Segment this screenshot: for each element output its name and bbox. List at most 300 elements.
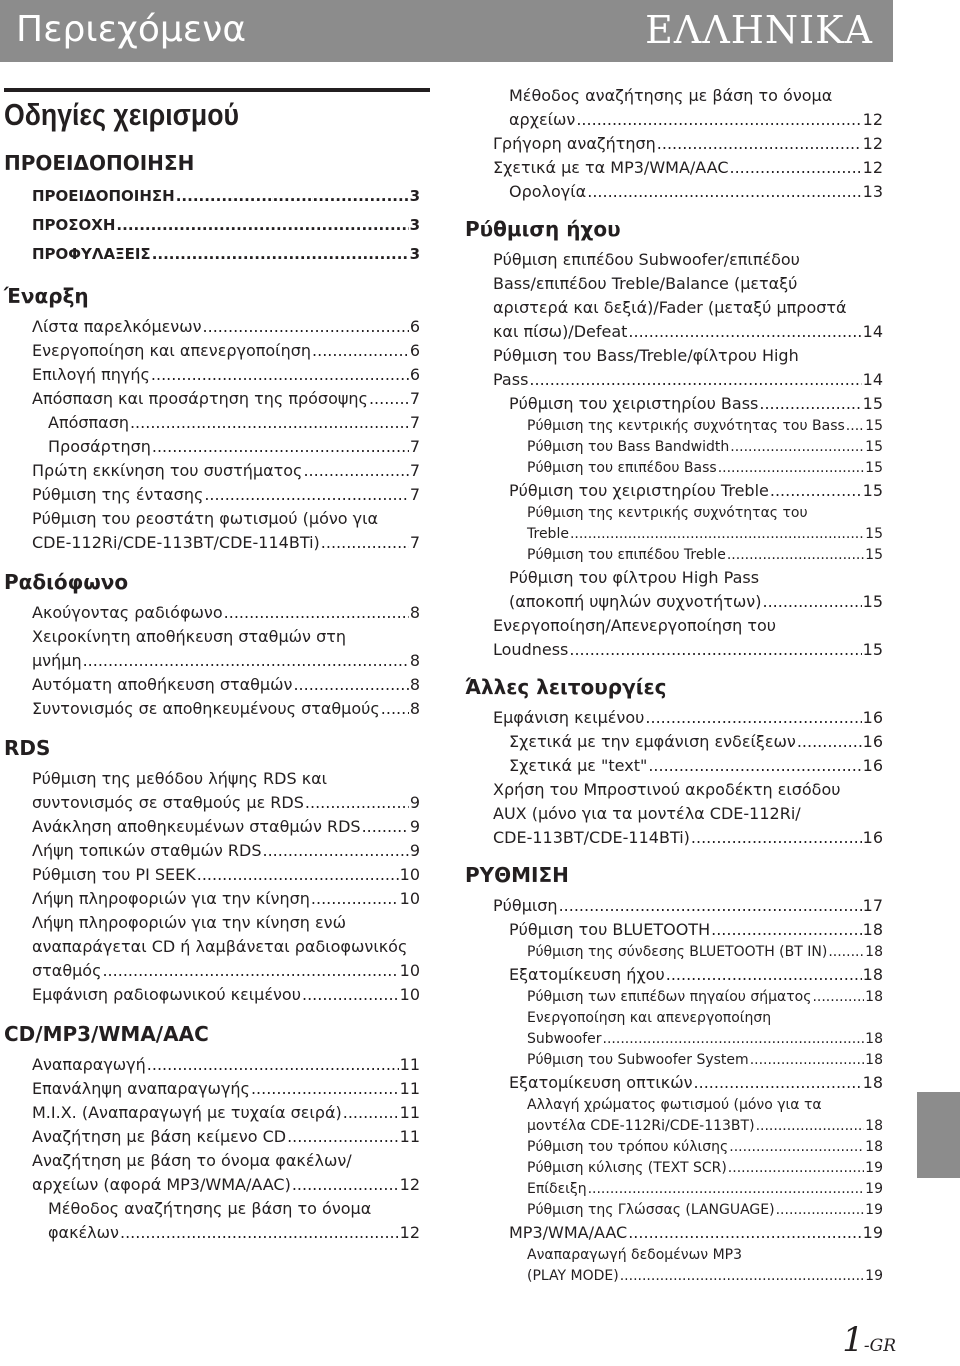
entry-text: αρχείων: [509, 110, 576, 129]
dot-leader: [812, 987, 864, 1008]
dot-leader: [263, 839, 409, 863]
toc-entry[interactable]: [4, 1149, 420, 1197]
toc-section: [465, 672, 883, 850]
entry-page: 15: [862, 394, 883, 413]
toc-entry[interactable]: [465, 614, 883, 662]
section-title: ΡΥΘΜΙΣΗ: [465, 863, 569, 887]
entry-text: Εμφάνιση κειμένου: [493, 708, 645, 727]
entry-page: 6: [409, 317, 420, 336]
entry-text: Λήψη τοπικών σταθμών RDS: [32, 841, 262, 860]
dot-leader: [620, 1266, 864, 1287]
main-heading: Οδηγίες χειρισμού: [4, 97, 240, 132]
dot-leader: [762, 590, 861, 614]
toc-entry[interactable]: [465, 458, 883, 479]
entry-page: 9: [409, 793, 420, 812]
entry-text: AUX (μόνο για τα μοντέλα CDE-112Ri/: [493, 804, 801, 823]
entry-text: Ρύθμιση του χειριστηρίου Bass: [509, 394, 759, 413]
dot-leader: [797, 730, 862, 754]
entry-page: 16: [862, 708, 883, 727]
dot-leader: [83, 649, 409, 673]
dot-leader: [152, 240, 409, 269]
entry-page: 12: [862, 110, 883, 129]
dot-leader: [102, 959, 398, 983]
entry-text: Απόσπαση: [48, 413, 129, 432]
dot-leader: [292, 1173, 399, 1197]
entry-page: 16: [862, 756, 883, 775]
toc-entry[interactable]: [4, 815, 420, 839]
toc-entry[interactable]: [4, 411, 420, 435]
entry-page: 3: [409, 216, 420, 234]
side-tab: [917, 1092, 960, 1178]
entry-page: 18: [862, 920, 883, 939]
entry-page: 8: [409, 675, 420, 694]
dot-leader: [197, 863, 399, 887]
entry-text: Λήψη πληροφοριών για την κίνηση ενώ: [32, 913, 346, 932]
entry-text: Ρύθμιση της έντασης: [32, 485, 204, 504]
entry-text: αριστερά και δεξιά)/Fader (μεταξύ μπροστά: [493, 298, 847, 317]
dot-leader: [343, 1101, 399, 1125]
toc-section: [4, 567, 420, 721]
entry-text: Συντονισμός σε αποθηκευμένους σταθμούς: [32, 699, 380, 718]
entry-page: 15: [865, 547, 883, 563]
entry-page: 15: [865, 526, 883, 542]
dot-leader: [203, 315, 409, 339]
dot-leader: [369, 387, 409, 411]
entry-text: Αυτόματη αποθήκευση σταθμών: [32, 675, 293, 694]
entry-page: 18: [862, 965, 883, 984]
toc-section: [4, 148, 420, 269]
entry-page: 12: [862, 158, 883, 177]
entry-text: CDE-113BT/CDE-114BTi): [493, 828, 690, 847]
entry-page: 8: [409, 603, 420, 622]
toc-entry[interactable]: [465, 1050, 883, 1071]
entry-text: Ρύθμιση του BLUETOOTH: [509, 920, 711, 939]
toc-entry[interactable]: [465, 132, 883, 156]
dot-leader: [362, 815, 409, 839]
entry-text: Ρύθμιση του χειριστηρίου Treble: [509, 481, 769, 500]
dot-leader: [628, 1221, 861, 1245]
dot-leader: [770, 479, 862, 503]
dot-leader: [666, 963, 862, 987]
toc-entry[interactable]: [465, 730, 883, 754]
toc-entry[interactable]: [465, 392, 883, 416]
entry-text: Ενεργοποίηση και απενεργοποίηση: [527, 1010, 772, 1026]
dot-leader: [116, 211, 408, 240]
entry-page: 17: [862, 896, 883, 915]
toc-entry[interactable]: [4, 983, 420, 1007]
entry-text: Ρύθμιση επιπέδου Subwoofer/επιπέδου: [493, 250, 800, 269]
dot-leader: [691, 826, 862, 850]
entry-text: Ρύθμιση του τρόπου κύλισης: [527, 1139, 729, 1155]
dot-leader: [728, 1158, 864, 1179]
entry-page: 9: [409, 817, 420, 836]
section-title: CD/MP3/WMA/AAC: [4, 1022, 209, 1046]
dot-leader: [569, 638, 861, 662]
entry-text: Προσάρτηση: [48, 437, 151, 456]
entry-text: Ανάκληση αποθηκευμένων σταθμών RDS: [32, 817, 361, 836]
dot-leader: [729, 1137, 864, 1158]
entry-text: Treble: [527, 526, 569, 542]
entry-text: Ρύθμιση: [493, 896, 558, 915]
toc-entry[interactable]: [4, 483, 420, 507]
toc-section: [4, 281, 420, 555]
toc-entry[interactable]: [465, 706, 883, 730]
toc-entry[interactable]: [4, 363, 420, 387]
toc-entry[interactable]: [4, 459, 420, 483]
entry-text: Εξατομίκευση ήχου: [509, 965, 665, 984]
entry-page: 15: [865, 418, 883, 434]
dot-leader: [759, 392, 861, 416]
entry-text: και πίσω)/Defeat: [493, 322, 628, 341]
dot-leader: [718, 458, 864, 479]
dot-leader: [588, 1179, 865, 1200]
dot-leader: [645, 706, 861, 730]
entry-text: ΠΡΟΦΥΛΑΞΕΙΣ: [32, 245, 151, 263]
entry-text: Εμφάνιση ραδιοφωνικού κειμένου: [32, 985, 301, 1004]
entry-text: Λήψη πληροφοριών για την κίνηση: [32, 889, 310, 908]
entry-page: 15: [865, 439, 883, 455]
entry-text: (PLAY MODE): [527, 1268, 619, 1284]
entry-text: Subwoofer: [527, 1031, 602, 1047]
entry-text: Ρύθμιση του Bass Bandwidth: [527, 439, 730, 455]
entry-page: 13: [862, 182, 883, 201]
header-bar: [0, 0, 893, 62]
entry-page: 7: [409, 461, 420, 480]
entry-text: Ρύθμιση του επιπέδου Bass: [527, 460, 717, 476]
entry-text: μνήμη: [32, 651, 82, 670]
dot-leader: [147, 1053, 399, 1077]
toc-entry[interactable]: [465, 1179, 883, 1200]
entry-page: 18: [865, 944, 883, 960]
toc-entry[interactable]: [465, 1137, 883, 1158]
entry-text: Ρύθμιση του Subwoofer System: [527, 1052, 749, 1068]
entry-text: CDE-112Ri/CDE-113BT/CDE-114BTi): [32, 533, 320, 552]
toc-entry[interactable]: [4, 887, 420, 911]
entry-text: Αναπαραγωγή δεδομένων MP3: [527, 1247, 742, 1263]
entry-page: 15: [865, 460, 883, 476]
entry-text: Ρύθμιση των επιπέδων πηγαίου σήματος: [527, 989, 812, 1005]
entry-page: 18: [865, 1118, 883, 1134]
entry-text: Ρύθμιση του επιπέδου Treble: [527, 547, 726, 563]
entry-page: 3: [409, 187, 420, 205]
entry-page: 18: [865, 1052, 883, 1068]
entry-text: Ρύθμιση κύλισης (TEXT SCR): [527, 1160, 727, 1176]
toc-entry[interactable]: [4, 911, 420, 983]
entry-text: Σχετικά με τα MP3/WMA/AAC: [493, 158, 729, 177]
dot-leader: [302, 983, 399, 1007]
toc-entry[interactable]: [465, 84, 883, 132]
dot-leader: [204, 483, 408, 507]
toc-entry[interactable]: [4, 1197, 420, 1245]
toc-section: [465, 84, 883, 204]
entry-text: (αποκοπή υψηλών συχνοτήτων): [509, 592, 762, 611]
entry-text: Ρύθμιση της μεθόδου λήψης RDS και: [32, 769, 328, 788]
entry-text: Επιλογή πηγής: [32, 365, 150, 384]
dot-leader: [311, 887, 399, 911]
entry-text: Αναζήτηση με βάση κείμενο CD: [32, 1127, 287, 1146]
dot-leader: [293, 673, 408, 697]
entry-page: 7: [409, 485, 420, 504]
toc-right-column: [465, 84, 883, 1287]
dot-leader: [130, 411, 409, 435]
entry-text: σταθμός: [32, 961, 102, 980]
entry-page: 11: [399, 1127, 420, 1146]
toc-entry[interactable]: [465, 503, 883, 545]
toc-entry[interactable]: [465, 1095, 883, 1137]
entry-text: Χειροκίνητη αποθήκευση σταθμών στη: [32, 627, 346, 646]
toc-entry[interactable]: [465, 479, 883, 503]
dot-leader: [648, 754, 861, 778]
entry-text: MP3/WMA/AAC: [509, 1223, 628, 1242]
entry-page: 10: [399, 961, 420, 980]
dot-leader: [312, 339, 409, 363]
dot-leader: [846, 416, 864, 437]
dot-leader: [305, 791, 409, 815]
entry-page: 8: [409, 651, 420, 670]
toc-entry[interactable]: [465, 894, 883, 918]
entry-page: 15: [862, 592, 883, 611]
toc-entry[interactable]: [4, 240, 420, 269]
entry-text: Ρύθμιση της Γλώσσας (LANGUAGE): [527, 1202, 775, 1218]
toc-entry[interactable]: [4, 863, 420, 887]
toc-entry[interactable]: [4, 507, 420, 555]
entry-text: Λίστα παρελκόμενων: [32, 317, 202, 336]
entry-page: 12: [862, 134, 883, 153]
entry-text: Εξατομίκευση οπτικών: [509, 1073, 693, 1092]
entry-page: 15: [862, 640, 883, 659]
dot-leader: [251, 1077, 399, 1101]
entry-page: 19: [865, 1181, 883, 1197]
toc-entry[interactable]: [465, 963, 883, 987]
page-title: Περιεχόμενα: [16, 9, 247, 50]
dot-leader: [224, 601, 409, 625]
dot-leader: [730, 156, 862, 180]
toc-entry[interactable]: [465, 778, 883, 850]
dot-leader: [587, 180, 861, 204]
dot-leader: [576, 108, 861, 132]
entry-page: 11: [399, 1103, 420, 1122]
entry-page: 10: [399, 865, 420, 884]
entry-text: Αλλαγή χρώματος φωτισμού (μόνο για τα: [527, 1097, 822, 1113]
toc-entry[interactable]: [465, 1221, 883, 1245]
entry-text: Πρώτη εκκίνηση του συστήματος: [32, 461, 303, 480]
entry-text: Ρύθμιση του Bass/Treble/φίλτρου High: [493, 346, 799, 365]
section-title: ΠΡΟΕΙΔΟΠΟΙΗΣΗ: [4, 151, 195, 175]
entry-page: 18: [862, 1073, 883, 1092]
entry-page: 6: [409, 365, 420, 384]
entry-text: Σχετικά με "text": [509, 756, 648, 775]
entry-page: 9: [409, 841, 420, 860]
toc-entry[interactable]: [465, 248, 883, 344]
entry-page: 16: [862, 732, 883, 751]
entry-text: αρχείων (αφορά MP3/WMA/AAC): [32, 1175, 291, 1194]
toc-section: [465, 214, 883, 662]
entry-text: Ρύθμιση της κεντρικής συχνότητας του Bass: [527, 418, 845, 434]
entry-text: Αναπαραγωγή: [32, 1055, 146, 1074]
entry-page: 7: [409, 389, 420, 408]
section-title: RDS: [4, 736, 51, 760]
entry-page: 8: [409, 699, 420, 718]
entry-text: Ορολογία: [509, 182, 587, 201]
entry-text: Επανάληψη αναπαραγωγής: [32, 1079, 250, 1098]
entry-text: Ενεργοποίηση και απενεργοποίηση: [32, 341, 312, 360]
dot-leader: [750, 1050, 864, 1071]
entry-page: 6: [409, 341, 420, 360]
entry-page: 10: [399, 889, 420, 908]
section-title: Άλλες λειτουργίες: [465, 675, 667, 699]
section-title: Ραδιόφωνο: [4, 570, 129, 594]
page-number-suffix: -GR: [863, 1336, 896, 1356]
toc-entry[interactable]: [465, 416, 883, 437]
dot-leader: [529, 368, 861, 392]
dot-leader: [711, 918, 862, 942]
toc-section: [465, 860, 883, 1287]
toc-entry[interactable]: [465, 1008, 883, 1050]
toc-entry[interactable]: [465, 1158, 883, 1179]
entry-text: ΠΡΟΣΟΧΗ: [32, 216, 116, 234]
entry-text: Ενεργοποίηση/Απενεργοποίηση του: [493, 616, 777, 635]
heading-rule: [4, 88, 430, 92]
entry-page: 10: [399, 985, 420, 1004]
entry-page: 16: [862, 828, 883, 847]
dot-leader: [727, 545, 864, 566]
toc-entry[interactable]: [4, 1125, 420, 1149]
dot-leader: [730, 437, 864, 458]
toc-entry[interactable]: [4, 182, 420, 211]
toc-left-column: [4, 148, 420, 1245]
entry-text: συντονισμός σε σταθμούς με RDS: [32, 793, 304, 812]
dot-leader: [603, 1029, 865, 1050]
entry-page: 19: [865, 1268, 883, 1284]
toc-entry[interactable]: [465, 942, 883, 963]
dot-leader: [381, 697, 409, 721]
entry-text: Σχετικά με την εμφάνιση ενδείξεων: [509, 732, 796, 751]
dot-leader: [628, 320, 861, 344]
dot-leader: [120, 1221, 399, 1245]
toc-entry[interactable]: [4, 435, 420, 459]
entry-text: μοντέλα CDE-112Ri/CDE-113BT): [527, 1118, 755, 1134]
toc-entry[interactable]: [465, 344, 883, 392]
entry-page: 3: [409, 245, 420, 263]
toc-entry[interactable]: [465, 156, 883, 180]
entry-text: Αναζήτηση με βάση το όνομα φακέλων/: [32, 1151, 352, 1170]
dot-leader: [828, 942, 864, 963]
dot-leader: [570, 524, 864, 545]
entry-text: Επίδειξη: [527, 1181, 587, 1197]
toc-entry[interactable]: [465, 1245, 883, 1287]
entry-page: 18: [865, 1139, 883, 1155]
entry-text: Ρύθμιση του ρεοστάτη φωτισμού (μόνο για: [32, 509, 379, 528]
entry-text: φακέλων: [48, 1223, 119, 1242]
entry-text: Μέθοδος αναζήτησης με βάση το όνομα: [48, 1199, 372, 1218]
entry-text: M.I.X. (Αναπαραγωγή με τυχαία σειρά): [32, 1103, 342, 1122]
toc-entry[interactable]: [4, 839, 420, 863]
toc-entry[interactable]: [4, 601, 420, 625]
entry-text: αναπαράγεται CD ή λαμβάνεται ραδιοφωνικός: [32, 937, 408, 956]
toc-entry[interactable]: [4, 1053, 420, 1077]
toc-entry[interactable]: [4, 315, 420, 339]
toc-entry[interactable]: [465, 987, 883, 1008]
dot-leader: [756, 1116, 865, 1137]
toc-entry[interactable]: [465, 180, 883, 204]
dot-leader: [776, 1200, 865, 1221]
entry-page: 7: [409, 533, 420, 552]
toc-entry[interactable]: [4, 1101, 420, 1125]
entry-page: 18: [865, 989, 883, 1005]
toc-entry[interactable]: [4, 625, 420, 673]
dot-leader: [303, 459, 408, 483]
entry-text: Ρύθμιση της κεντρικής συχνότητας του: [527, 505, 808, 521]
toc-entry[interactable]: [465, 1200, 883, 1221]
toc-entry[interactable]: [465, 437, 883, 458]
dot-leader: [152, 435, 409, 459]
entry-page: 14: [862, 322, 883, 341]
entry-page: 14: [862, 370, 883, 389]
toc-entry[interactable]: [465, 1071, 883, 1095]
entry-text: Ακούγοντας ραδιόφωνο: [32, 603, 223, 622]
entry-page: 19: [862, 1223, 883, 1242]
toc-entry[interactable]: [4, 673, 420, 697]
entry-text: Χρήση του Μπροστινού ακροδέκτη εισόδου: [493, 780, 841, 799]
entry-page: 18: [865, 1031, 883, 1047]
dot-leader: [151, 363, 409, 387]
entry-text: Ρύθμιση του φίλτρου High Pass: [509, 568, 760, 587]
entry-page: 19: [865, 1160, 883, 1176]
dot-leader: [176, 182, 409, 211]
page-number: [842, 1320, 896, 1366]
entry-text: Απόσπαση και προσάρτηση της πρόσοψης: [32, 389, 368, 408]
toc-entry[interactable]: [465, 545, 883, 566]
entry-text: Ρύθμιση της σύνδεσης BLUETOOTH (BT IN): [527, 944, 828, 960]
dot-leader: [559, 894, 862, 918]
dot-leader: [657, 132, 862, 156]
entry-page: 11: [399, 1055, 420, 1074]
toc-entry[interactable]: [465, 918, 883, 942]
section-title: Ρύθμιση ήχου: [465, 217, 621, 241]
toc-entry[interactable]: [4, 211, 420, 240]
toc-section: [4, 1019, 420, 1245]
toc-entry[interactable]: [465, 754, 883, 778]
toc-entry[interactable]: [4, 339, 420, 363]
entry-text: Γρήγορη αναζήτηση: [493, 134, 656, 153]
entry-page: 12: [399, 1175, 420, 1194]
dot-leader: [287, 1125, 399, 1149]
entry-text: Μέθοδος αναζήτησης με βάση το όνομα: [509, 86, 833, 105]
entry-text: Bass/επιπέδου Treble/Balance (μεταξύ: [493, 274, 798, 293]
dot-leader: [694, 1071, 862, 1095]
section-title: Έναρξη: [4, 284, 89, 308]
entry-text: Ρύθμιση του PI SEEK: [32, 865, 196, 884]
entry-page: 19: [865, 1202, 883, 1218]
entry-page: 11: [399, 1079, 420, 1098]
toc-entry[interactable]: [4, 767, 420, 815]
entry-page: 15: [862, 481, 883, 500]
entry-page: 7: [409, 413, 420, 432]
entry-page: 12: [399, 1223, 420, 1242]
toc-entry[interactable]: [4, 697, 420, 721]
entry-text: Loudness: [493, 640, 569, 659]
toc-entry[interactable]: [4, 1077, 420, 1101]
page-number-value: 1: [842, 1320, 864, 1360]
entry-text: ΠΡΟΕΙΔΟΠΟΙΗΣΗ: [32, 187, 175, 205]
language-label: ΕΛΛΗΝΙΚΑ: [645, 8, 873, 52]
toc-entry[interactable]: [4, 387, 420, 411]
toc-entry[interactable]: [465, 566, 883, 614]
entry-text: Pass: [493, 370, 529, 389]
dot-leader: [321, 531, 409, 555]
entry-page: 7: [409, 437, 420, 456]
toc-section: [4, 733, 420, 1007]
